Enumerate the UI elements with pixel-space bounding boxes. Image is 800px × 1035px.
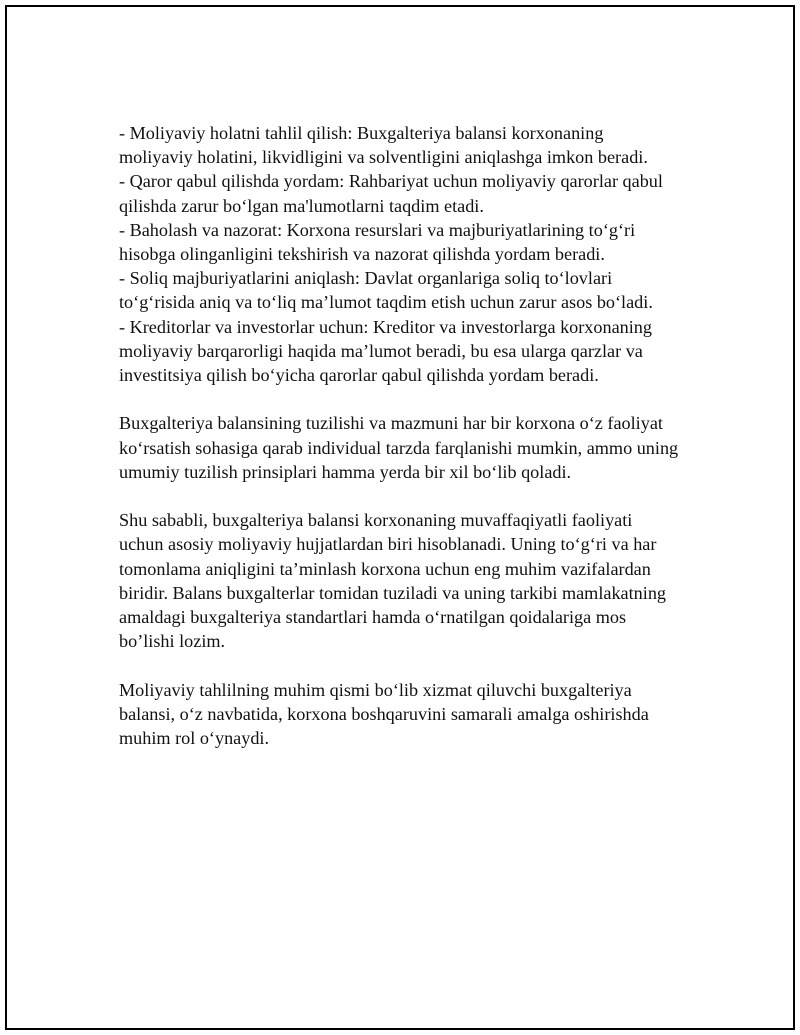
text-line: to‘g‘risida aniq va to‘liq ma’lumot taqdim etish uchun zarur asos bo‘ladi. [119, 292, 653, 313]
page-frame [5, 5, 795, 1030]
text-line: - Soliq majburiyatlarini aniqlash: Davlat organlariga soliq to‘lovlari [119, 268, 613, 289]
paragraph-conclusion [119, 678, 709, 751]
text-line: bo’lishi lozim. [119, 631, 226, 652]
text-line: - Baholash va nazorat: Korxona resurslari va majburiyatlarining to‘g‘ri [119, 219, 636, 240]
text-line: qilishda zarur bo‘lgan ma'lumotlarni taqdim etadi. [119, 195, 484, 216]
text-line: uchun asosiy moliyaviy hujjatlardan biri hisoblanadi. Uning to‘g‘ri va har [119, 534, 657, 555]
text-line: Shu sababli, buxgalteriya balansi korxonaning muvaffaqiyatli faoliyati [119, 510, 633, 531]
paragraph-benefits-list [119, 121, 709, 387]
text-line: - Moliyaviy holatni tahlil qilish: Buxgalteriya balansi korxonaning [119, 123, 604, 143]
text-line: - Kreditorlar va investorlar uchun: Kreditor va investorlarga korxonaning [119, 316, 652, 337]
text-line: hisobga olinganligini tekshirish va nazorat qilishda yordam beradi. [119, 244, 605, 265]
text-line: amaldagi buxgalteriya standartlari hamda o‘rnatilgan qoidalariga mos [119, 607, 627, 628]
paragraph-structure [119, 411, 709, 484]
text-line: investitsiya qilish bo‘yicha qarorlar qabul qilishda yordam beradi. [119, 365, 599, 386]
text-line: - Qaror qabul qilishda yordam: Rahbariyat uchun moliyaviy qarorlar qabul [119, 171, 663, 192]
text-line: umumiy tuzilish prinsiplari hamma yerda bir xil bo‘lib qoladi. [119, 461, 572, 482]
text-line: moliyaviy holatini, likvidligini va solventligini aniqlashga imkon beradi. [119, 147, 648, 168]
document-body [119, 121, 709, 750]
text-line: Buxgalteriya balansining tuzilishi va mazmuni har bir korxona o‘z faoliyat [119, 413, 663, 434]
text-line: muhim rol o‘ynaydi. [119, 728, 270, 749]
text-line: balansi, o‘z navbatida, korxona boshqaruvini samarali amalga oshirishda [119, 703, 649, 724]
text-line: tomonlama aniqligini ta’minlash korxona uchun eng muhim vazifalardan [119, 558, 651, 579]
paragraph-importance [119, 508, 709, 653]
text-line: Moliyaviy tahlilning muhim qismi bo‘lib xizmat qiluvchi buxgalteriya [119, 679, 632, 700]
text-line: moliyaviy barqarorligi haqida ma’lumot beradi, bu esa ularga qarzlar va [119, 340, 643, 361]
text-line: ko‘rsatish sohasiga qarab individual tarzda farqlanishi mumkin, ammo uning [119, 437, 679, 458]
text-line: biridir. Balans buxgalterlar tomidan tuziladi va uning tarkibi mamlakatning [119, 582, 667, 603]
